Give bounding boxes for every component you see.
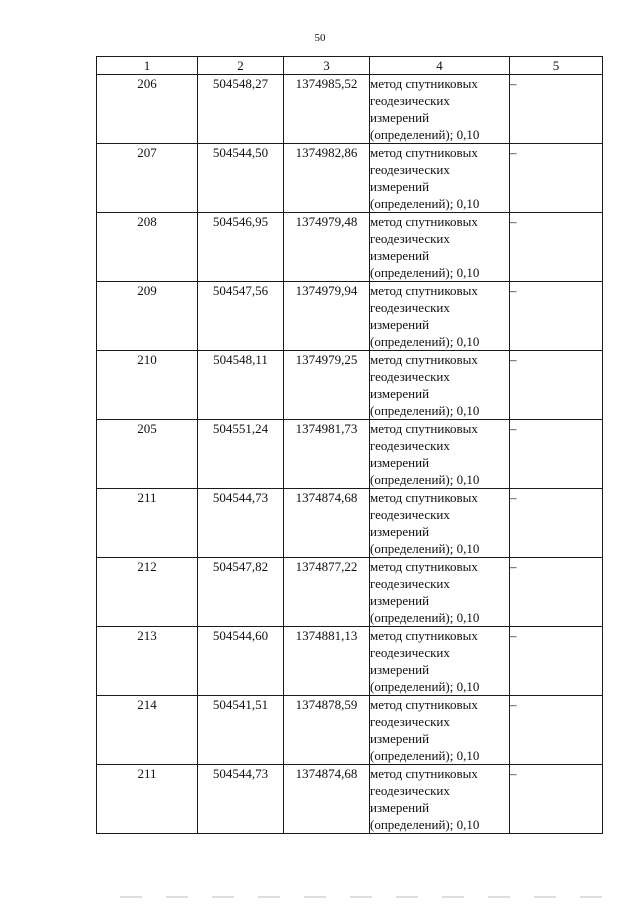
table-row xyxy=(97,765,603,834)
table-row xyxy=(97,558,603,627)
method-cell: метод спутниковых геодезических измерений (определений); 0,10 xyxy=(370,765,510,834)
point-number-cell: 211 xyxy=(97,765,198,834)
method-cell: метод спутниковых геодезических измерений (определений); 0,10 xyxy=(370,144,510,213)
point-number-cell: 212 xyxy=(97,558,198,627)
y-coordinate-cell: 1374982,86 xyxy=(284,144,370,213)
point-number-cell: 213 xyxy=(97,627,198,696)
x-coordinate-cell: 504544,50 xyxy=(198,144,284,213)
x-coordinate-cell: 504547,82 xyxy=(198,558,284,627)
point-number-cell: 214 xyxy=(97,696,198,765)
method-cell: метод спутниковых геодезических измерений (определений); 0,10 xyxy=(370,627,510,696)
y-coordinate-cell: 1374878,59 xyxy=(284,696,370,765)
point-number-cell: 208 xyxy=(97,213,198,282)
method-cell: метод спутниковых геодезических измерений (определений); 0,10 xyxy=(370,558,510,627)
column-header: 3 xyxy=(284,57,370,75)
note-cell: – xyxy=(510,144,603,213)
note-cell: – xyxy=(510,558,603,627)
point-number-cell: 207 xyxy=(97,144,198,213)
column-header: 2 xyxy=(198,57,284,75)
y-coordinate-cell: 1374985,52 xyxy=(284,75,370,144)
table-row xyxy=(97,627,603,696)
x-coordinate-cell: 504546,95 xyxy=(198,213,284,282)
column-header: 5 xyxy=(510,57,603,75)
note-cell: – xyxy=(510,213,603,282)
table-row xyxy=(97,489,603,558)
table-row xyxy=(97,144,603,213)
note-cell: – xyxy=(510,351,603,420)
table-row xyxy=(97,420,603,489)
note-cell: – xyxy=(510,627,603,696)
note-cell: – xyxy=(510,489,603,558)
method-cell: метод спутниковых геодезических измерений (определений); 0,10 xyxy=(370,420,510,489)
page-number: 50 xyxy=(314,32,326,44)
method-cell: метод спутниковых геодезических измерений (определений); 0,10 xyxy=(370,75,510,144)
y-coordinate-cell: 1374979,25 xyxy=(284,351,370,420)
method-cell: метод спутниковых геодезических измерений (определений); 0,10 xyxy=(370,351,510,420)
x-coordinate-cell: 504547,56 xyxy=(198,282,284,351)
y-coordinate-cell: 1374981,73 xyxy=(284,420,370,489)
y-coordinate-cell: 1374877,22 xyxy=(284,558,370,627)
method-cell: метод спутниковых геодезических измерений (определений); 0,10 xyxy=(370,696,510,765)
coordinates-table xyxy=(96,56,603,834)
method-cell: метод спутниковых геодезических измерений (определений); 0,10 xyxy=(370,489,510,558)
table-row xyxy=(97,282,603,351)
point-number-cell: 209 xyxy=(97,282,198,351)
note-cell: – xyxy=(510,282,603,351)
table-header-row xyxy=(97,57,603,75)
x-coordinate-cell: 504541,51 xyxy=(198,696,284,765)
table-row xyxy=(97,696,603,765)
point-number-cell: 206 xyxy=(97,75,198,144)
column-header: 1 xyxy=(97,57,198,75)
scan-artifact-line xyxy=(120,896,610,898)
note-cell: – xyxy=(510,765,603,834)
y-coordinate-cell: 1374881,13 xyxy=(284,627,370,696)
point-number-cell: 205 xyxy=(97,420,198,489)
x-coordinate-cell: 504548,11 xyxy=(198,351,284,420)
y-coordinate-cell: 1374874,68 xyxy=(284,489,370,558)
table-row xyxy=(97,75,603,144)
note-cell: – xyxy=(510,696,603,765)
point-number-cell: 211 xyxy=(97,489,198,558)
note-cell: – xyxy=(510,75,603,144)
method-cell: метод спутниковых геодезических измерений (определений); 0,10 xyxy=(370,213,510,282)
x-coordinate-cell: 504548,27 xyxy=(198,75,284,144)
y-coordinate-cell: 1374874,68 xyxy=(284,765,370,834)
x-coordinate-cell: 504551,24 xyxy=(198,420,284,489)
x-coordinate-cell: 504544,73 xyxy=(198,765,284,834)
x-coordinate-cell: 504544,73 xyxy=(198,489,284,558)
table-row xyxy=(97,351,603,420)
method-cell: метод спутниковых геодезических измерений (определений); 0,10 xyxy=(370,282,510,351)
x-coordinate-cell: 504544,60 xyxy=(198,627,284,696)
y-coordinate-cell: 1374979,94 xyxy=(284,282,370,351)
y-coordinate-cell: 1374979,48 xyxy=(284,213,370,282)
table-row xyxy=(97,213,603,282)
note-cell: – xyxy=(510,420,603,489)
column-header: 4 xyxy=(370,57,510,75)
point-number-cell: 210 xyxy=(97,351,198,420)
